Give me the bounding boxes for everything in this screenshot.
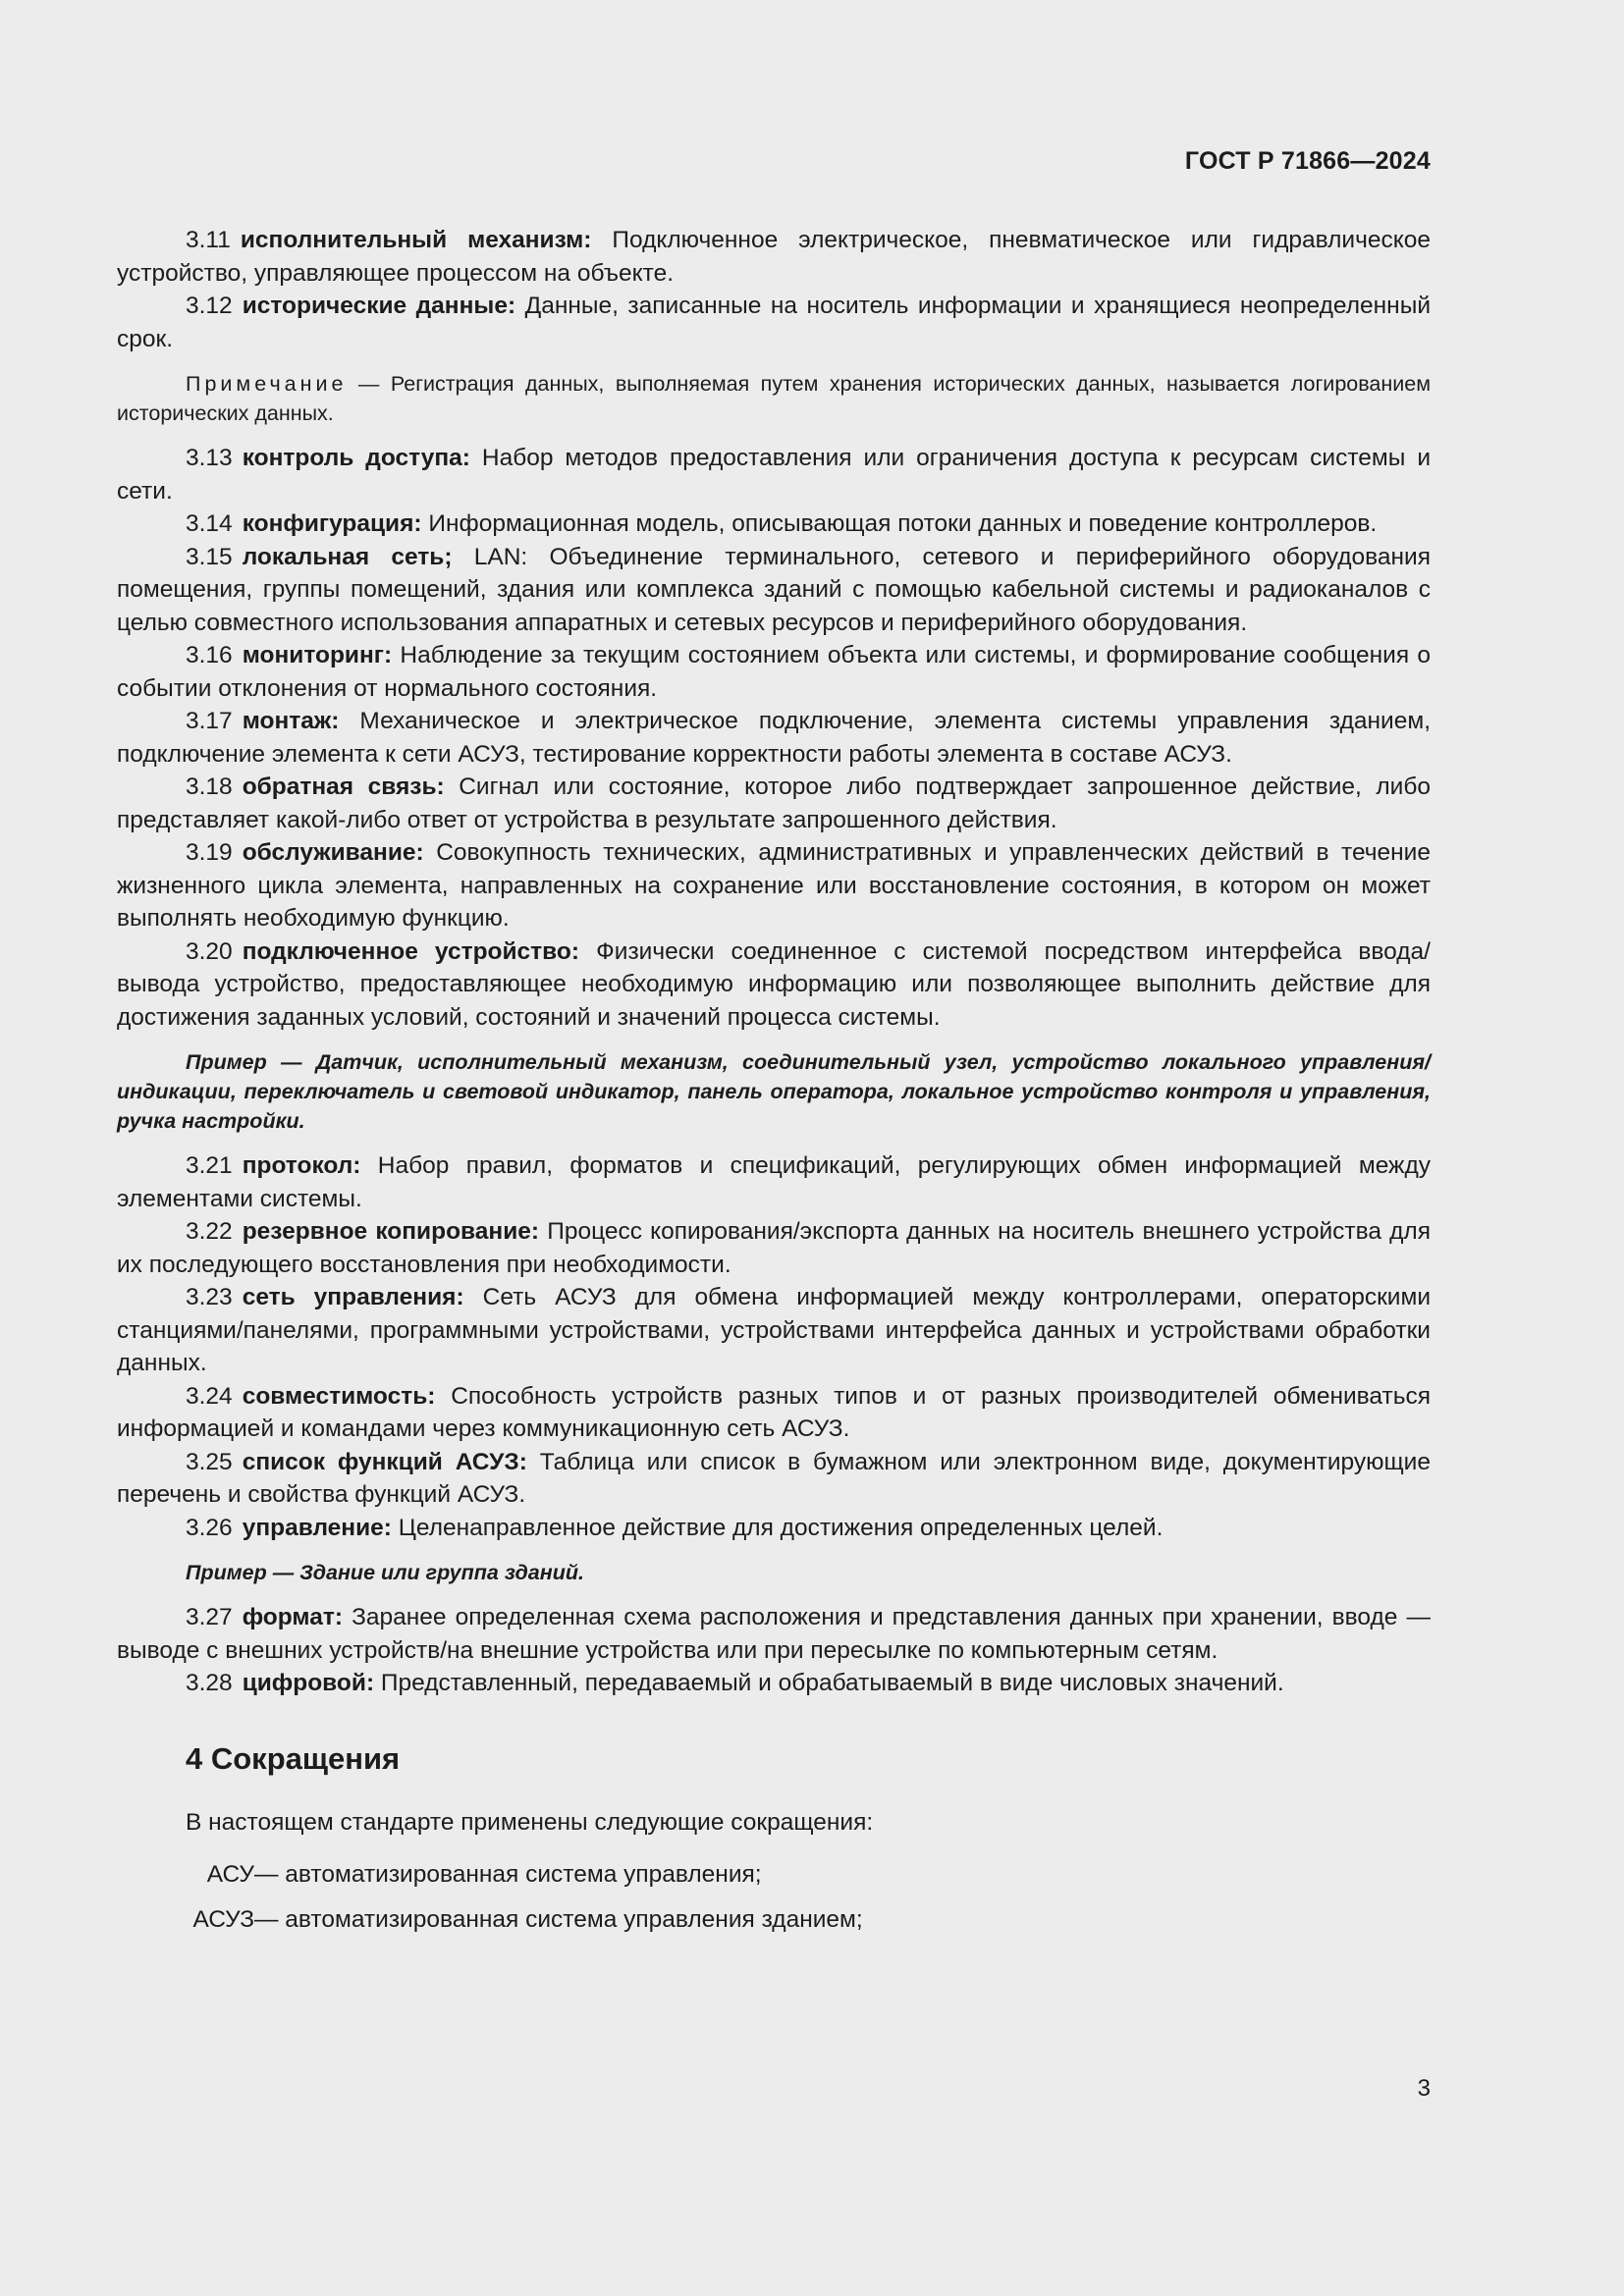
term-number: 3.24 bbox=[186, 1382, 233, 1410]
term-entry-3-25 bbox=[117, 1446, 1431, 1512]
abbreviation-item bbox=[117, 1897, 1431, 1943]
term-number: 3.19 bbox=[186, 839, 233, 866]
abbreviation-key: АСУ bbox=[206, 1861, 254, 1888]
term-number: 3.25 bbox=[186, 1448, 233, 1475]
term-entry-3-28 bbox=[117, 1667, 1431, 1700]
term-name: протокол: bbox=[242, 1152, 361, 1179]
term-entry-3-14 bbox=[117, 507, 1431, 541]
term-definition: Сигнал или состояние, которое либо подтверждает запрошенное действие, либо представляет какой-либо ответ от устройства в результате запрошенного действия. bbox=[117, 774, 1431, 833]
term-definition: Совокупность технических, административных и управленческих действий в течение жизненного цикла элемента, направленных на сохранение или восстановление состояния, в котором он может выполнять необходимую функцию. bbox=[117, 839, 1431, 932]
term-name: монтаж: bbox=[242, 708, 340, 734]
term-name: мониторинг: bbox=[242, 642, 393, 668]
term-name: подключенное устройство: bbox=[242, 937, 580, 965]
abbreviation-item bbox=[117, 1852, 1431, 1897]
term-number: 3.21 bbox=[186, 1152, 233, 1179]
term-definition: Набор методов предоставления или ограничения доступа к ресурсам системы и сети. bbox=[117, 445, 1432, 505]
term-definition: Физически соединенное с системой посредством интерфейса ввода/вывода устройство, предоставляющее необходимую информацию или позволяющее выполнить действие для достижения заданных условий, состояний и значений процесса системы. bbox=[117, 937, 1431, 1031]
note-label: Примечание bbox=[186, 372, 348, 396]
term-definition: LAN: Объединение терминального, сетевого и периферийного оборудования помещения, группы помещений, здания или комплекса зданий с помощью кабельной системы и радиоканалов с целью совместного использования аппаратных и сетевых ресурсов и периферийного оборудования. bbox=[117, 543, 1431, 636]
term-definition: Заранее определенная схема расположения и представления данных при хранении, вводе — выводе с внешних устройств/на внешние устройства или при пересылке по компьютерным сетям. bbox=[117, 1604, 1431, 1664]
term-entry-3-12 bbox=[117, 290, 1431, 355]
term-name: исторические данные: bbox=[242, 293, 516, 319]
term-definition: Целенаправленное действие для достижения определенных целей. bbox=[398, 1514, 1164, 1541]
term-name: сеть управления: bbox=[242, 1284, 464, 1310]
abbreviation-definition: — автоматизированная система управления зданием; bbox=[254, 1906, 863, 1933]
term-name: цифровой: bbox=[242, 1670, 375, 1696]
section-title: 4 Сокращения bbox=[186, 1740, 401, 1776]
page-content bbox=[117, 224, 1431, 1943]
term-name: исполнительный механизм: bbox=[240, 227, 592, 253]
term-name: список функций АСУЗ: bbox=[242, 1448, 527, 1475]
abbreviation-list bbox=[117, 1852, 1431, 1943]
term-entry-3-15 bbox=[117, 541, 1431, 640]
term-entry-3-24 bbox=[117, 1380, 1431, 1446]
term-number: 3.26 bbox=[186, 1514, 233, 1541]
term-number: 3.14 bbox=[186, 510, 233, 537]
abbreviation-key: АСУЗ bbox=[192, 1906, 254, 1933]
term-definition: Способность устройств разных типов и от разных производителей обмениваться информацией и командами через коммуникационную сеть АСУЗ. bbox=[117, 1382, 1431, 1442]
term-number: 3.22 bbox=[186, 1218, 233, 1245]
note-block bbox=[117, 369, 1431, 428]
term-entry-3-27 bbox=[117, 1601, 1431, 1667]
term-entry-3-13 bbox=[117, 442, 1431, 507]
term-entry-3-20 bbox=[117, 935, 1431, 1035]
term-entry-3-21 bbox=[117, 1149, 1431, 1215]
example-block: Пример — Датчик, исполнительный механизм, соединительный узел, устройство локального управления/индикации, переключатель и световой индикатор, панель оператора, локальное устройство контроля и управления, ручка настройки. bbox=[117, 1050, 1431, 1133]
term-name: локальная сеть; bbox=[242, 543, 453, 570]
term-number: 3.18 bbox=[186, 774, 233, 800]
term-definition: Информационная модель, описывающая потоки данных и поведение контроллеров. bbox=[428, 510, 1378, 537]
term-entry-3-19 bbox=[117, 836, 1431, 935]
example-block: Пример — Здание или группа зданий. bbox=[186, 1561, 584, 1584]
term-name: обратная связь: bbox=[242, 774, 445, 800]
term-definition: Представленный, передаваемый и обрабатываемый в виде числовых значений. bbox=[380, 1670, 1284, 1696]
term-number: 3.12 bbox=[186, 293, 233, 319]
section-intro: В настоящем стандарте применены следующие сокращения: bbox=[186, 1808, 874, 1836]
term-definition: Механическое и электрическое подключение, элемента системы управления зданием, подключение элемента к сети АСУЗ, тестирование корректности работы элемента в составе АСУЗ. bbox=[117, 708, 1431, 768]
term-number: 3.17 bbox=[186, 708, 233, 734]
term-entry-3-26 bbox=[117, 1512, 1431, 1545]
term-name: резервное копирование: bbox=[242, 1218, 540, 1245]
term-number: 3.28 bbox=[186, 1670, 233, 1696]
term-number: 3.11 bbox=[186, 227, 231, 253]
term-entry-3-23 bbox=[117, 1281, 1431, 1380]
term-definition: Наблюдение за текущим состоянием объекта или системы, и формирование сообщения о событии отклонения от нормального состояния. bbox=[117, 642, 1431, 702]
term-definition: Сеть АСУЗ для обмена информацией между контроллерами, операторскими станциями/панелями, программными устройствами, устройствами интерфейса данных и устройствами обработки данных. bbox=[117, 1284, 1432, 1376]
term-name: контроль доступа: bbox=[242, 445, 470, 471]
term-number: 3.16 bbox=[186, 642, 233, 668]
term-number: 3.27 bbox=[186, 1604, 233, 1630]
term-definition: Данные, записанные на носитель информации и хранящиеся неопределенный срок. bbox=[117, 293, 1432, 352]
term-definition: Процесс копирования/экспорта данных на носитель внешнего устройства для их последующего восстановления при необходимости. bbox=[117, 1218, 1431, 1278]
term-number: 3.15 bbox=[186, 543, 233, 570]
term-name: управление: bbox=[242, 1514, 392, 1541]
term-name: формат: bbox=[242, 1604, 343, 1630]
term-name: обслуживание: bbox=[242, 839, 424, 866]
document-code: ГОСТ Р 71866—2024 bbox=[1184, 147, 1431, 175]
term-definition: Подключенное электрическое, пневматическое или гидравлическое устройство, управляющее процессом на объекте. bbox=[117, 227, 1431, 287]
term-number: 3.23 bbox=[186, 1284, 233, 1310]
term-name: совместимость: bbox=[242, 1382, 436, 1410]
term-entry-3-11 bbox=[117, 224, 1431, 290]
term-name: конфигурация: bbox=[242, 510, 422, 537]
term-number: 3.13 bbox=[186, 445, 233, 471]
term-entry-3-17 bbox=[117, 705, 1431, 771]
term-definition: Набор правил, форматов и спецификаций, регулирующих обмен информацией между элементами системы. bbox=[117, 1152, 1431, 1212]
term-definition: Таблица или список в бумажном или электронном виде, документирующие перечень и свойства функций АСУЗ. bbox=[117, 1448, 1431, 1508]
page-number: 3 bbox=[1417, 2075, 1431, 2102]
abbreviation-definition: — автоматизированная система управления; bbox=[254, 1861, 762, 1888]
term-entry-3-16 bbox=[117, 639, 1431, 705]
term-entry-3-22 bbox=[117, 1215, 1431, 1281]
term-entry-3-18 bbox=[117, 771, 1431, 836]
term-number: 3.20 bbox=[186, 937, 233, 965]
note-text: — Регистрация данных, выполняемая путем хранения исторических данных, называется логированием исторических данных. bbox=[117, 372, 1431, 425]
